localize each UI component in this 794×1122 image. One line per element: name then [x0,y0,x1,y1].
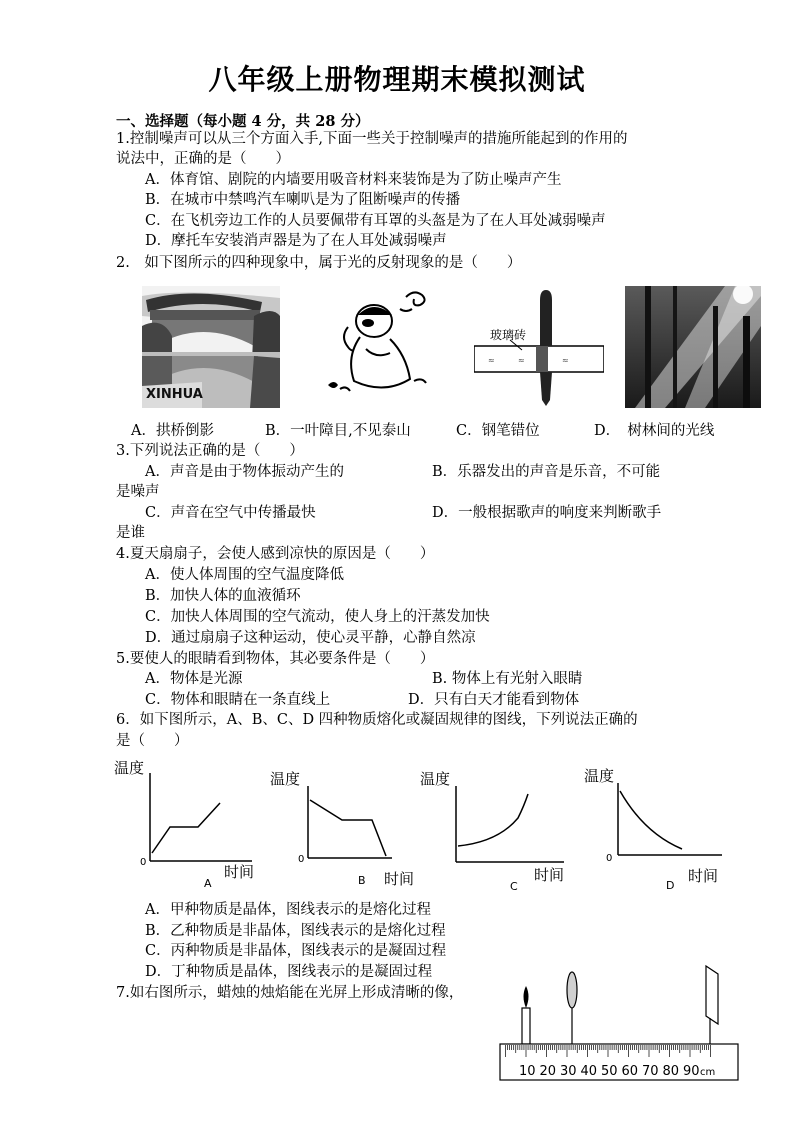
graph-a-origin: 0 [140,857,147,868]
q2-stem: 2. 如下图所示的四种现象中，属于光的反射现象的是（ ） [116,255,522,271]
q6-option-d: D．丁种物质是晶体，图线表示的是凝固过程 [145,964,433,980]
graph-d-letter: D [666,879,675,892]
q1-option-b: B．在城市中禁鸣汽车喇叭是为了阻断噪声的传播 [145,192,461,208]
ruler-tick-label: 40 [580,1064,598,1079]
q1-option-d: D．摩托车安装消声器是为了在人耳处减弱噪声 [145,233,447,249]
q1-option-c: C．在飞机旁边工作的人员要佩带有耳罩的头盔是为了在人耳处减弱噪声 [145,213,606,229]
ruler-tick-label: 60 [621,1064,639,1079]
graph-d-origin: 0 [606,853,613,864]
section-heading: 一、选择题（每小题 4 分，共 28 分） [116,113,370,130]
ruler-tick-label: 20 [539,1064,557,1079]
graph-d-ylabel: 温度 [584,767,615,785]
ruler-tick-label: 10 [519,1064,536,1079]
graph-b-origin: 0 [298,854,305,865]
q3-option-d-cont: 是谁 [116,525,145,541]
q5-option-b: B. 物体上有光射入眼睛 [432,671,583,687]
q2-option-d: D． 树林间的光线 [594,423,715,439]
q6-stem-line2: 是（ ） [116,733,189,749]
graph-a-letter: A [204,877,212,890]
forest-light-photo [625,286,761,408]
q4-option-b: B．加快人体的血液循环 [145,588,301,604]
q7-stem: 7.如右图所示，蜡烛的烛焰能在光屏上形成清晰的像， [116,985,464,1001]
graph-b [268,766,428,896]
graph-a [112,755,262,895]
glass-brick-label: 玻璃砖 [490,328,527,342]
svg-text:≈: ≈ [488,356,495,365]
q6-option-b: B．乙种物质是非晶体，图线表示的是熔化过程 [145,923,446,939]
q1-stem-line1: 1.控制噪声可以从三个方面入手,下面一些关于控制噪声的措施所能起到的作用的 [116,131,628,147]
q4-option-c: C．加快人体周围的空气流动，使人身上的汗蒸发加快 [145,609,490,625]
ruler-tick-label: 30 [560,1064,577,1079]
q3-option-b: B．乐器发出的声音是乐音，不可能 [432,464,661,480]
ruler-tick-label: 90 [683,1064,700,1079]
graph-b-xlabel: 时间 [384,870,415,888]
leaf-cartoon-image [318,287,436,399]
ruler-unit: cm [700,1067,716,1078]
q2-option-b: B．一叶障目,不见泰山 [265,423,411,439]
graph-c [418,766,578,898]
q1-option-a: A．体育馆、剧院的内墙要用吸音材料来装饰是为了防止噪声产生 [145,172,562,188]
graph-b-ylabel: 温度 [270,770,301,788]
light-screen [706,966,718,1044]
q3-option-d: D．一般根据歌声的响度来判断歌手 [432,505,662,521]
q3-stem: 3.下列说法正确的是（ ） [116,443,304,459]
q1-stem-line2: 说法中，正确的是（ ） [116,151,290,167]
svg-text:≈: ≈ [562,356,569,365]
q6-option-a: A．甲种物质是晶体，图线表示的是熔化过程 [145,902,431,918]
q3-option-a: A．声音是由于物体振动产生的 [145,464,344,480]
q2-option-a: A．拱桥倒影 [131,423,214,439]
q5-stem: 5.要使人的眼睛看到物体，其必要条件是（ ） [116,651,435,667]
svg-text:≈: ≈ [518,356,525,365]
q4-stem: 4.夏天扇扇子，会使人感到凉快的原因是（ ） [116,546,435,562]
q5-option-d: D．只有白天才能看到物体 [408,692,580,708]
watermark-text: XINHUA [146,387,203,402]
graph-b-letter: B [358,874,366,887]
candle [522,986,530,1044]
ruler-tick-label: 80 [662,1064,680,1079]
q4-option-a: A．使人体周围的空气温度降低 [145,567,344,583]
page-title: 八年级上册物理期末模拟测试 [208,63,586,96]
convex-lens [567,972,577,1044]
q6-stem-line1: 6．如下图所示，A、B、C、D 四种物质熔化或凝固规律的图线，下列说法正确的 [116,712,638,728]
q6-option-c: C．丙种物质是非晶体，图线表示的是凝固过程 [145,943,447,959]
q4-option-d: D．通过扇扇子这种运动，使心灵平静，心静自然凉 [145,630,476,646]
q3-option-b-cont: 是噪声 [116,484,160,500]
graph-a-ylabel: 温度 [114,759,145,777]
graph-c-letter: C [510,880,518,893]
graph-c-ylabel: 温度 [420,770,451,788]
q5-option-a: A．物体是光源 [145,671,243,687]
graph-d [578,763,738,895]
ruler-tick-label: 70 [642,1064,659,1079]
pen-glass-image [474,288,604,408]
q5-option-c: C．物体和眼睛在一条直线上 [145,692,331,708]
q3-option-c: C．声音在空气中传播最快 [145,505,316,521]
graph-c-xlabel: 时间 [534,866,565,884]
graph-a-xlabel: 时间 [224,863,255,881]
ruler [500,1044,738,1080]
graph-d-xlabel: 时间 [688,867,719,885]
bridge-reflection-photo [142,286,280,408]
optical-bench-diagram [496,962,742,1086]
q2-option-c: C．钢笔错位 [456,423,540,439]
ruler-tick-label: 50 [601,1064,618,1079]
